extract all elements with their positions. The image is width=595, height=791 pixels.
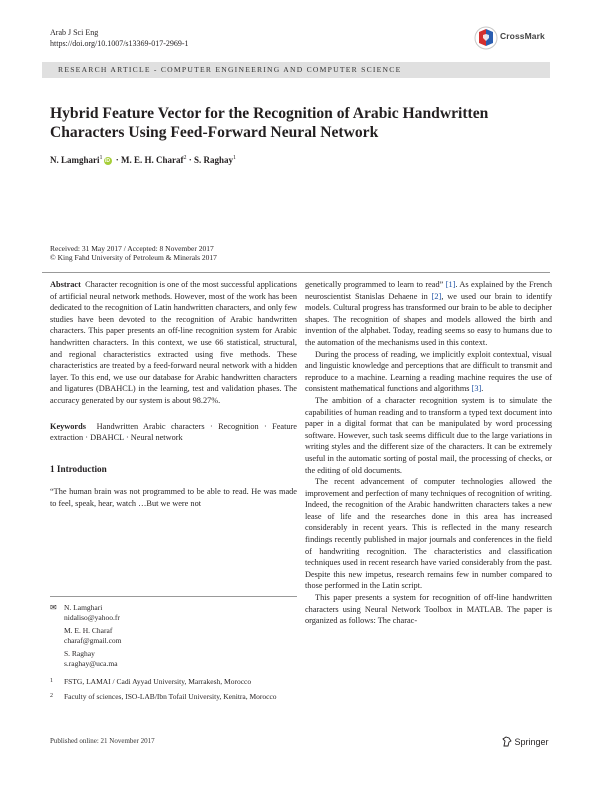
affiliation (50, 692, 297, 702)
affiliation-number: 1 (50, 677, 53, 684)
right-column (305, 279, 552, 627)
author-affiliation-mark: 1 (233, 155, 237, 161)
text-run: . As explained by the French neuroscientist Stanislas Dehaene in (305, 280, 552, 301)
citation-link[interactable]: [2] (431, 291, 442, 301)
keywords-text: Handwritten Arabic characters · Recognition · Feature extraction · DBAHCL · Neural network (50, 421, 297, 443)
crossmark-label: CrossMark (500, 31, 545, 41)
springer-logo (502, 736, 549, 747)
body-paragraph: The recent advancement of computer technologies allowed the improvement and perfection of many techniques of recognition of writing. Indeed, the recognition of the Arabic handwritten characters takes a new lease of life and the researches done in this area has increased considerably in recent years. This is reflected in the many research findings recently published in major journals and conferences in the field of handwriting recognition. The characteristics and classification techniques used in recent research have varied considerably from the past. Despite this new impetus, research remains few in number compared to those performed in the Latin script. (305, 477, 552, 591)
body-paragraph: This paper presents a system for recognition of off-line handwritten characters using Neural Network Toolbox in MATLAB. The paper is organized as follows: The charac- (305, 593, 552, 626)
affiliation-text: Faculty of sciences, ISO-LAB/Ibn Tofail University, Kenitra, Morocco (64, 692, 277, 702)
abstract (50, 279, 297, 407)
keywords-label: Keywords (50, 421, 86, 431)
body-paragraph: The ambition of a character recognition system is to simulate the capabilities of human reading and to transform a typed text document into paper in a digital format that can be manipulated by word processing software. However, such task seems difficult due to the large variations in writing styles and the different size of the characters. It can be extremely useful in the automatic sorting of postal mail, the processing of checks, or the editing of old documents. (305, 395, 552, 475)
text-run: , we used our brain to identify models. Cultural progress has transformed our brain to be able to decipher shapes. The recognition of shapes and models allowed the birth and invention of the alphabet. Today, reading seems so easy to humans due to the automation of the mechanisms used in this context. (305, 291, 552, 347)
author-name[interactable]: N. Lamghari (50, 155, 100, 165)
contact-name: M. E. H. Charaf (64, 626, 113, 636)
keywords (50, 421, 297, 444)
crossmark-badge[interactable] (474, 26, 549, 50)
citation-link[interactable]: [3] (471, 384, 482, 394)
springer-horse-icon (502, 736, 512, 747)
body-paragraph (305, 279, 552, 349)
received-dates: Received: 31 May 2017 / Accepted: 8 November 2017 (50, 244, 214, 253)
springer-label: Springer (514, 737, 549, 747)
author-name[interactable]: S. Raghay (194, 155, 234, 165)
orcid-icon[interactable]: iD (105, 158, 110, 164)
contact-name: N. Lamghari (64, 603, 103, 612)
author-list: N. Lamghari$^1$ iD · M. E. H. Charaf$^2$ · S. Raghay$^1$ (50, 155, 237, 165)
article-type-banner: RESEARCH ARTICLE - COMPUTER ENGINEERING AND COMPUTER SCIENCE (42, 62, 550, 78)
text-run: genetically programmed to learn to read” (305, 280, 446, 289)
text-run: During the process of reading, we implicitly exploit contextual, visual and linguistic knowledge and perceptions that are difficult to transmit and reproduce to a machine. Learning a reading machine requires the use of consistent mathematical functions and algorithms (305, 349, 552, 394)
abstract-label: Abstract (50, 280, 81, 289)
affiliation (50, 677, 297, 687)
contact-block (50, 603, 297, 702)
copyright-line: © King Fahd University of Petroleum & Minerals 2017 (50, 253, 217, 262)
author-affiliation-mark: 2 (183, 155, 187, 161)
contact-email[interactable]: nidaliso@yahoo.fr (64, 612, 120, 622)
contact-email[interactable]: s.raghay@uca.ma (64, 658, 118, 668)
affiliation-text: FSTG, LAMAI / Cadi Ayyad University, Marrakesh, Morocco (64, 676, 252, 686)
citation-link[interactable]: [1] (445, 280, 456, 289)
left-column (50, 279, 297, 510)
article-title: Hybrid Feature Vector for the Recognition of Arabic Handwritten Characters Using Feed-Forward Neural Network (50, 105, 489, 141)
author-name[interactable]: M. E. H. Charaf (121, 155, 184, 165)
contact-name: S. Raghay (64, 649, 95, 659)
footnote-divider (50, 596, 297, 597)
journal-name: Arab J Sci Eng (50, 28, 99, 37)
author-affiliation-mark: 1 (99, 155, 103, 161)
divider (42, 272, 550, 273)
text-run: . (481, 384, 484, 394)
crossmark-icon (474, 26, 498, 50)
doi-link[interactable]: https://doi.org/10.1007/s13369-017-2969-1 (50, 39, 189, 48)
intro-paragraph: “The human brain was not programmed to be able to read. He was made to feel, speak, hear, watch …But we were not (50, 487, 297, 508)
section-heading: 1 Introduction (50, 463, 107, 474)
affiliation-number: 2 (50, 693, 53, 700)
body-paragraph (305, 349, 552, 395)
envelope-icon: ✉ (50, 603, 57, 612)
abstract-text: Character recognition is one of the most successful applications of artificial neural network methods. However, most of the work has been dedicated to the recognition of Latin handwritten characters, and only few studies have been devoted to the recognition of Arabic handwritten characters. This paper presents an off-line recognition system for Arabic handwritten characters. In this context, we use 66 statistical, structural, and regional characteristics extracted using five methods. These characteristics are treated by a feed-forward neural network with a hidden layer. To this end, we use our database for Arabic handwritten characters and ligatures (DBAHCL) in the learning, test and validation phases. The accuracy generated by our system is about 98.27%. (50, 280, 297, 405)
contact-email[interactable]: charaf@gmail.com (64, 635, 122, 645)
published-online: Published online: 21 November 2017 (50, 737, 155, 745)
